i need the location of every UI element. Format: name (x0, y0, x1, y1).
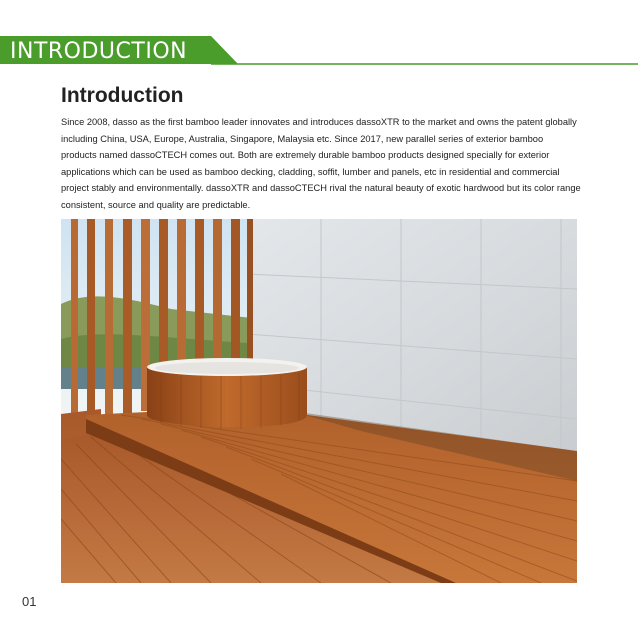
hot-tub (147, 358, 307, 429)
section-title: Introduction (61, 84, 184, 107)
intro-paragraph: Since 2008, dasso as the first bamboo leader innovates and introduces dassoXTR to the market and owns the patent globally including China, USA, Europe, Australia, Singapore, Malaysia etc. Since 2017, new parallel series of exterior bamboo products named dassoCTECH comes out. Both are extremely durable bamboo products designed specially for exterior applications which can be used as bamboo decking, cladding, soffit, lumber and panels, etc in residential and commercial project stably and environmentally. dassoXTR and dassoCTECH rival the natural beauty of exotic hardwood but its color range consistent, source and quality are predictable. (61, 117, 581, 210)
bamboo-deck-hot-tub-illustration (61, 219, 577, 583)
header-title: INTRODUCTION (10, 39, 188, 64)
page-number: 01 (22, 594, 37, 609)
deck-photo (61, 219, 577, 583)
